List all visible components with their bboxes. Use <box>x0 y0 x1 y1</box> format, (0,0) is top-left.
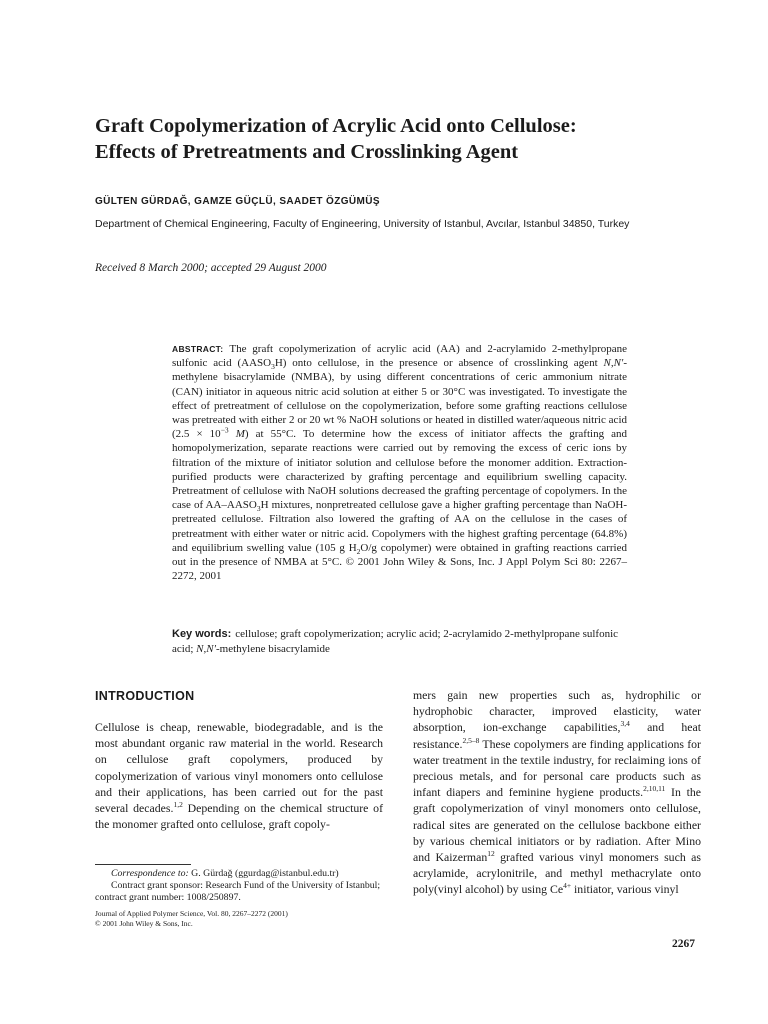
keywords-text: -methylene bisacrylamide <box>215 642 330 655</box>
body-text: In the graft copolymerization of vinyl monomers onto cellulose, radical sites are generated on the cellulose backbone either by various chemical initiators or by radiation. After Mino and Kaizerman <box>413 785 701 865</box>
body-text: and heat resistance. <box>413 720 701 751</box>
body-column-right <box>413 687 701 898</box>
page-number: 2267 <box>672 938 695 950</box>
abstract-text: ) at 55°C. To determine how the excess of initiator affects the grafting and homopolymerization, separate reactions were carried out by removing the excess of ceric ions by filtration of the mixture of initiator solution and cellulose before the monomer addition. Extraction-purified products were characterized by grafting percentage and equilibrium swelling capacity. Pretreatment of cellulose with NaOH solutions decreased the grafting percentage of copolymers. In the case of AA–AASO <box>172 428 627 512</box>
keywords-text: cellulose; graft copolymerization; acrylic acid; 2-acrylamido 2-methylpropane sulfonic acid; <box>172 628 619 655</box>
abstract-subscript: 2 <box>356 547 361 557</box>
author-list: GÜLTEN GÜRDAĞ, GAMZE GÜÇLÜ, SAADET ÖZGÜMÜŞ <box>95 196 380 207</box>
correspondence-note <box>95 868 387 880</box>
body-text: mers gain new properties such as, hydrophilic or hydrophobic character, improved elasticity, water absorption, ion-exchange capabilities, <box>413 688 701 735</box>
citation: 3,4 <box>620 719 630 729</box>
abstract-italic: M <box>235 428 245 441</box>
section-heading: INTRODUCTION <box>95 689 195 703</box>
received-dates: Received 8 March 2000; accepted 29 August 2000 <box>95 262 327 274</box>
body-column-left <box>95 719 383 832</box>
abstract-text: H mixtures, nonpretreated cellulose gave a higher grafting percentage than NaOH-pretreated cellulose. Filtration also lowered the grafting of AA on the cellulose in the cases of pretreatment with either water or nitric acid. Copolymers with the highest grafting percentage (64.8%) and equilibrium swelling value (105 g H <box>172 499 627 554</box>
title-line-2: Effects of Pretreatments and Crosslinking Agent <box>95 141 519 163</box>
abstract-text: -methylene bisacrylamide (NMBA), by using different concentrations of ceric ammonium nitrate (CAN) initiator in aqueous nitric acid solution at either 5 or 30°C was investigated. To investigate the effect of pretreatment of cellulose on the copolymerization, before some grafting reactions cellulose was pretreated with either 2 or 20 wt % NaOH solutions or heated in distilled water/aqueous nitric acid (2.5 × 10 <box>172 357 627 441</box>
abstract <box>172 342 627 583</box>
correspondence-text: G. Gürdağ (ggurdag@istanbul.edu.tr) <box>188 868 339 879</box>
keywords <box>172 627 627 656</box>
abstract-text: The graft copolymerization of acrylic acid (AA) and 2-acrylamido 2-methylpropane sulfonic acid (AASO <box>172 343 627 370</box>
citation: 1,2 <box>173 800 183 810</box>
abstract-italic: N,N′ <box>603 357 624 370</box>
grant-note: Contract grant sponsor: Research Fund of the University of Istanbul; contract grant number: 1008/250897. <box>95 880 381 904</box>
body-text: Depending on the chemical structure of the monomer grafted onto cellulose, graft copoly- <box>95 801 384 832</box>
journal-citation: Journal of Applied Polymer Science, Vol. 80, 2267–2272 (2001) <box>95 909 288 918</box>
abstract-subscript: 3 <box>256 504 261 514</box>
superscript: 4+ <box>563 881 572 891</box>
citation: 2,10,11 <box>643 784 666 794</box>
journal-info <box>95 909 387 929</box>
correspondence-label: Correspondence to: <box>111 868 189 879</box>
abstract-superscript: −3 <box>220 425 229 435</box>
affiliation: Department of Chemical Engineering, Faculty of Engineering, University of Istanbul, Avcılar, Istanbul 34850, Turkey <box>95 218 630 230</box>
keywords-italic: N,N′ <box>196 642 216 655</box>
abstract-text: H) onto cellulose, in the presence or absence of crosslinking agent <box>274 357 604 370</box>
body-text: grafted various vinyl monomers such as acrylamide, acrylonitrile, and methyl methacrylate onto poly(vinyl alcohol) by using Ce <box>413 850 701 897</box>
abstract-label: ABSTRACT: <box>172 344 224 354</box>
title-line-1: Graft Copolymerization of Acrylic Acid onto Cellulose: <box>95 115 577 137</box>
body-text: initiator, various vinyl <box>571 882 679 897</box>
paper-title <box>95 113 695 165</box>
abstract-text: O/g copolymer) were obtained in grafting reactions carried out in the presence of NMBA at 5°C. © 2001 John Wiley & Sons, Inc. J Appl Polym Sci 80: 2267–2272, 2001 <box>172 541 627 583</box>
citation: 12 <box>487 849 495 859</box>
abstract-subscript: 3 <box>271 362 275 372</box>
footnote-rule <box>95 864 191 865</box>
footnotes <box>95 868 387 905</box>
copyright-line: © 2001 John Wiley & Sons, Inc. <box>95 919 193 928</box>
citation: 2,5–8 <box>462 735 480 745</box>
body-text: These copolymers are finding applications for water treatment in the textile industry, for reclaiming ions of precious metals, and for personal care products such as infant diapers and feminine hygiene products. <box>413 736 701 800</box>
body-text: Cellulose is cheap, renewable, biodegradable, and is the most abundant organic raw material in the world. Research on cellulose graft copolymers, produced by copolymerization of various vinyl monomers onto cellulose and their applications, has been carried out for the past several decades. <box>95 720 383 816</box>
keywords-label: Key words: <box>172 628 232 640</box>
